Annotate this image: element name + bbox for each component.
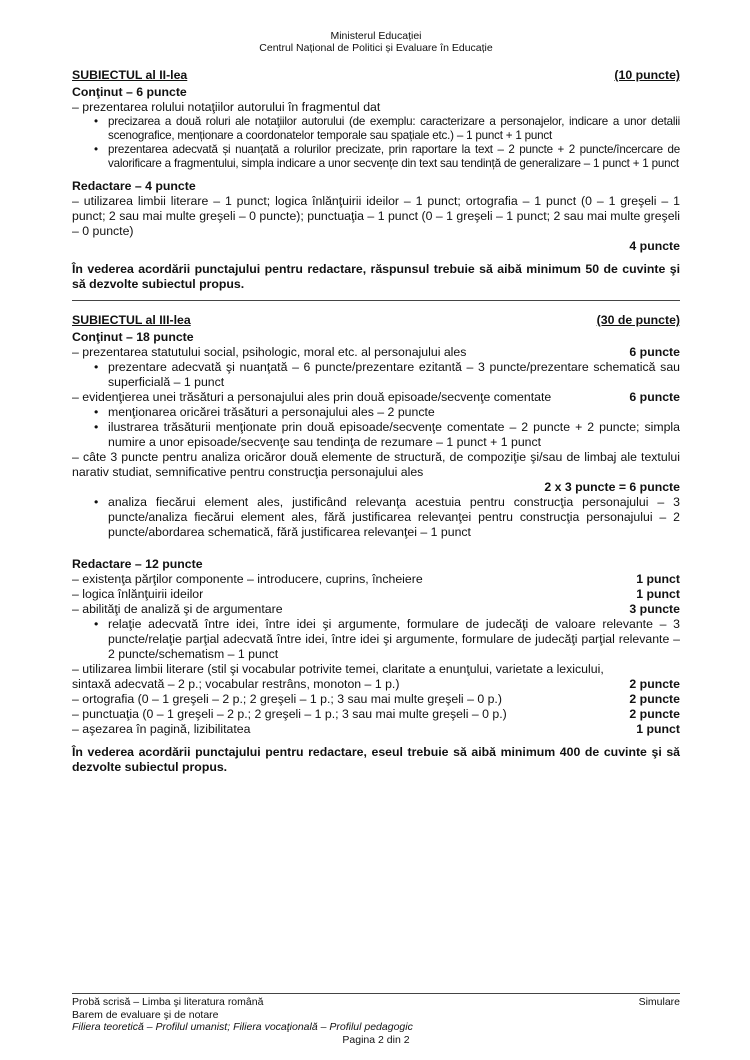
s2-style-heading: Redactare – 4 puncte [72,179,196,193]
subject-3-heading [72,313,680,328]
s3-style-row-5 [72,692,680,707]
s3-style-heading: Redactare – 12 puncte [72,557,203,571]
s3-criterion-3-points: 2 x 3 puncte = 6 puncte [544,480,680,494]
list-item: • analiza fiecărui element ales, justificând relevanţa acestuia pentru construcţia personajului – 3 puncte/analiza fiecărui element ales, fără justificarea relevanţei pentru construcţia personajului – 2 puncte/abordarea schematică, fără justificarea relevanţei – 1 punct [108,495,680,540]
s2-style-points: 4 puncte [629,239,680,253]
s2-content-list [72,115,680,171]
style-text: – aşezarea în pagină, lizibilitatea [72,722,251,736]
subject-2-points: (10 puncte) [614,68,680,82]
style-points: 1 punct [636,572,680,586]
list-item: • prezentarea adecvată și nuanțată a rolurilor precizate, prin raportare la text – 2 puncte + 2 puncte/încercare de valorificare a fragmentului, simpla indicare a unor secvențe din text sau tendință de generalizare – 1 punct + 1 punct [108,143,680,171]
criterion-text: – evidenţierea unei trăsături a personajului ales prin două episoade/secvenţe comentate [72,390,552,404]
s2-style-text: – utilizarea limbii literare – 1 punct; logica înlănţuirii ideilor – 1 punct; ortografia – 1 punct (0 – 1 greşeli – 1 punct; 2 sau mai multe greşeli – 0 puncte); punctuaţia – 1 punct (0 – 1 greşeli – 1 punct; 2 sau mai multe greşeli – 0 puncte) [72,194,680,238]
list-item: • ilustrarea trăsăturii menţionate prin două episoade/secvenţe comentate – 2 puncte + 2 puncte; simpla numire a unor episoade/secvenţe sau tendinţa de rezumare – 1 punct + 1 punct [108,420,680,450]
criterion-points: 6 puncte [629,345,680,359]
subject-3-points: (30 de puncte) [596,313,680,327]
s3-criterion-1 [72,345,680,360]
criterion-text: – prezentarea statutului social, psihologic, moral etc. al personajului ales [72,345,467,359]
subject-2-title: SUBIECTUL al II-lea [72,68,188,82]
s3-style-row-1 [72,572,680,587]
page-footer [72,993,680,1046]
s3-style-row-6 [72,707,680,722]
s3-style-row-2 [72,587,680,602]
section-divider [72,300,680,301]
footer-barem: Barem de evaluare şi de notare [72,1008,219,1021]
page-header [72,0,680,54]
list-item: • precizarea a două roluri ale notaţiilor autorului (de exemplu: caracterizare a personajelor, indicare a unor detalii scenografice, menționare a coordonatelor temporale sau spațiale etc.) – 1 punct + 1 punct [108,115,680,143]
s3-criterion-3-list [72,495,680,540]
s3-note: În vederea acordării punctajului pentru redactare, eseul trebuie să aibă minimum 400 de cuvinte şi să dezvolte subiectul propus. [72,745,680,774]
s3-criterion-2-list [72,405,680,450]
s2-content-intro: – prezentarea rolului notaţiilor autorului în fragmentul dat [72,100,381,114]
s3-style-row-3-list [72,617,680,662]
center-name: Centrul Național de Politici și Evaluare în Educație [259,42,493,54]
subject-3-title: SUBIECTUL al III-lea [72,313,191,327]
style-points: 3 puncte [629,602,680,616]
page-number: Pagina 2 din 2 [342,1033,410,1046]
ministry-name: Ministerul Educației [330,30,422,42]
style-points: 1 punct [636,587,680,601]
style-text: – ortografia (0 – 1 greşeli – 2 p.; 2 greşeli – 1 p.; 3 sau mai multe greşeli – 0 p.) [72,692,502,706]
style-points: 2 puncte [629,692,680,706]
footer-type: Simulare [638,996,680,1008]
s3-criterion-2 [72,390,680,405]
style-points: 2 puncte [629,707,680,721]
s3-style-row-4-line1: – utilizarea limbii literare (stil şi vocabular potrivite temei, claritate a enunţului, varietate a lexicului, [72,662,604,676]
s3-criterion-3: – câte 3 puncte pentru analiza oricăror două elemente de structură, de compoziţie şi/sau de limbaj ale textului narativ studiat, semnificative pentru construcţia personajului ales [72,450,680,479]
s3-style-row-3 [72,602,680,617]
style-text: sintaxă adecvată – 2 p.; vocabular restrâns, monoton – 1 p.) [72,677,400,691]
list-item: • prezentare adecvată şi nuanţată – 6 puncte/prezentare ezitantă – 3 puncte/prezentare schematică sau superficială – 1 punct [108,360,680,390]
s3-style-row-7 [72,722,680,737]
style-text: – punctuaţia (0 – 1 greşeli – 2 p.; 2 greşeli – 1 p.; 3 sau mai multe greşeli – 0 p.) [72,707,507,721]
style-text: – logica înlănţuirii ideilor [72,587,204,601]
criterion-points: 6 puncte [629,390,680,404]
footer-profile: Filiera teoretică – Profilul umanist; Filiera vocaţională – Profilul pedagogic [72,1021,413,1033]
document-page [72,0,680,1060]
s2-note: În vederea acordării punctajului pentru redactare, răspunsul trebuie să aibă minimum 50 de cuvinte şi să dezvolte subiectul propus. [72,262,680,291]
s3-content-heading: Conţinut – 18 puncte [72,330,194,344]
footer-row [72,996,680,1009]
s3-criterion-1-list [72,360,680,390]
style-text: – abilităţi de analiză şi de argumentare [72,602,283,616]
style-points: 1 punct [636,722,680,736]
footer-exam: Probă scrisă – Limba şi literatura română [72,996,264,1008]
style-text: – existenţa părţilor componente – introducere, cuprins, încheiere [72,572,423,586]
style-points: 2 puncte [629,677,680,691]
list-item: • relaţie adecvată între idei, între idei şi argumente, formulare de judecăţi de valoare relevante – 3 puncte/relaţie parţial adecvată între idei, între idei şi argumente, formulare de judecăţi parţial relevante – 2 puncte/schematism – 1 punct [108,617,680,662]
s2-content-heading: Conţinut – 6 puncte [72,85,187,99]
subject-2-heading [72,68,680,83]
s3-style-row-4 [72,677,680,692]
list-item: • menţionarea oricărei trăsături a personajului ales – 2 puncte [108,405,680,420]
